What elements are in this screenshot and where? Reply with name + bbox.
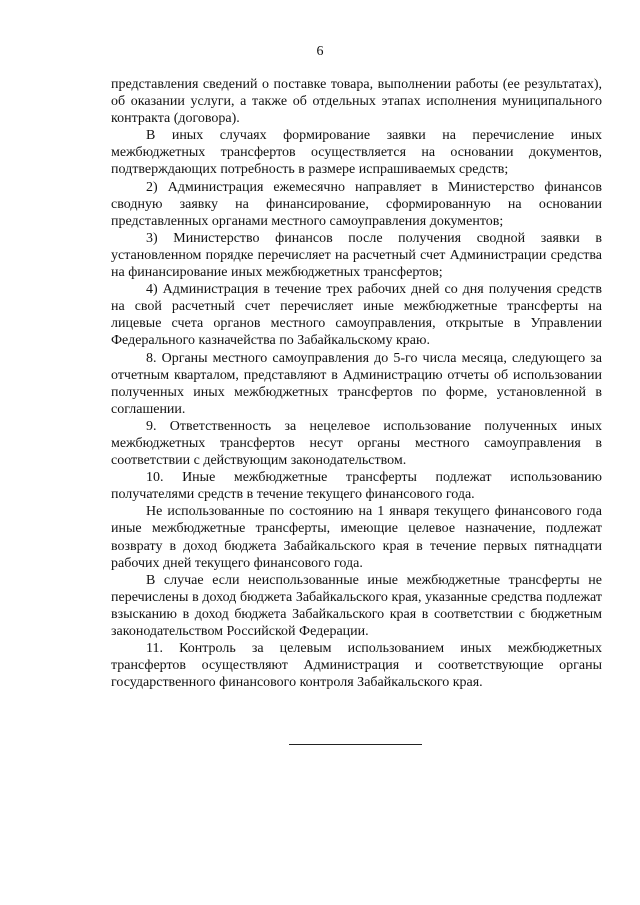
paragraph-unused-funds: Не использованные по состоянию на 1 января текущего финансового года иные межбюджетные трансферты, имеющие целевое назначение, подлежат возврату в доход бюджета Забайкальского края в течение первых пятнадцати рабочих дней текущего финансового года. (111, 504, 602, 571)
closing-rule (289, 744, 422, 745)
paragraph-item-3: 3) Министерство финансов после получения сводной заявки в установленном порядке перечисляет на расчетный счет Администрации средства на финансирование иных межбюджетных трансфертов; (111, 230, 602, 281)
paragraph-continuation: представления сведений о поставке товара, выполнении работы (ее результатах), об оказании услуги, а также об отдельных этапах исполнения муниципального контракта (договора). (111, 77, 602, 127)
paragraph-section-11: 11. Контроль за целевым использованием иных межбюджетных трансфертов осуществляют Администрация и соответствующие органы государственного финансового контроля Забайкальского края. (111, 641, 602, 691)
page-number: 6 (316, 44, 324, 59)
paragraph-recovery: В случае если неиспользованные иные межбюджетные трансферты не перечислены в доход бюджета Забайкальского края, указанные средства подлежат взысканию в доход бюджета Забайкальского края в соответствии с бюджетным законодательством Российской Федерации. (111, 572, 602, 639)
paragraph-section-8: 8. Органы местного самоуправления до 5-го числа месяца, следующего за отчетным кварталом, представляют в Администрацию отчеты об использовании полученных иных межбюджетных трансфертов по форме, установленной в соглашении. (111, 350, 602, 417)
paragraph-item-4: 4) Администрация в течение трех рабочих дней со дня получения средств на свой расчетный счет перечисляет иные межбюджетные трансферты на лицевые счета органов местного самоуправления, открытые в Управлении Федерального казначейства по Забайкальскому краю. (111, 282, 602, 349)
paragraph-item-2: 2) Администрация ежемесячно направляет в Министерство финансов сводную заявку на финансирование, сформированную на основании представленных органами местного самоуправления документов; (111, 179, 602, 229)
paragraph-section-9: 9. Ответственность за нецелевое использование полученных иных межбюджетных трансфертов несут органы местного самоуправления в соответствии с действующим законодательством. (111, 418, 602, 469)
paragraph-section-10: 10. Иные межбюджетные трансферты подлежат использованию получателями средств в течение текущего финансового года. (111, 470, 602, 503)
document-body (111, 76, 602, 691)
paragraph-other-cases: В иных случаях формирование заявки на перечисление иных межбюджетных трансфертов осуществляется на основании документов, подтверждающих потребность в размере испрашиваемых средств; (111, 128, 602, 178)
